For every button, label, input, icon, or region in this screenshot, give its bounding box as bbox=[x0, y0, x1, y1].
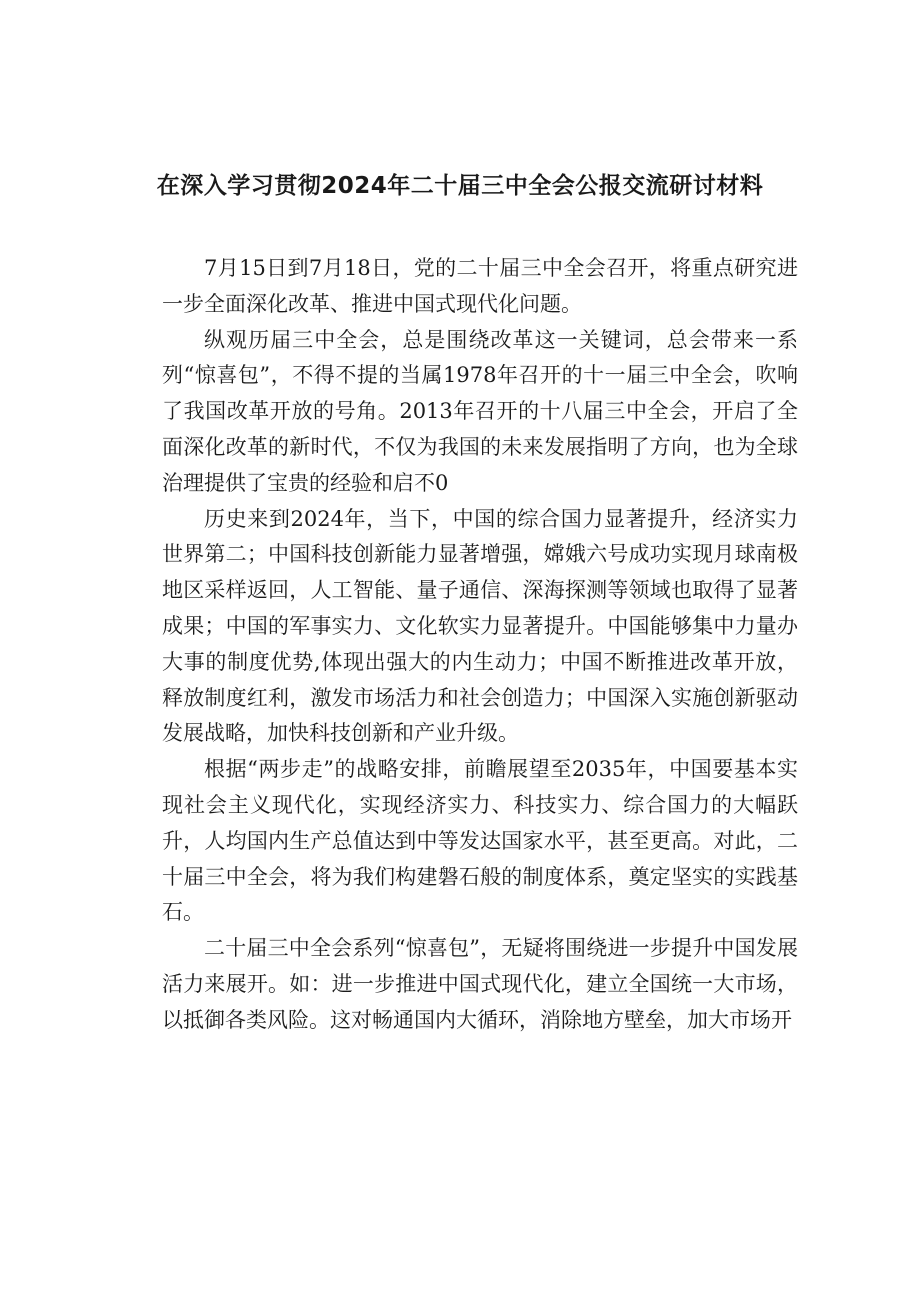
paragraph-2: 纵观历届三中全会，总是围绕改革这一关键词，总会带来一系列“惊喜包”，不得不提的当属1978年召开的十一届三中全会，吹响了我国改革开放的号角。2013年召开的十八届三中全会，开启了全面深化改革的新时代，不仅为我国的未来发展指明了方向，也为全球治理提供了宝贵的经验和启不0 bbox=[162, 327, 798, 495]
document-body bbox=[162, 251, 798, 1039]
document-title: 在深入学习贯彻2024年二十届三中全会公报交流研讨材料 bbox=[156, 173, 764, 199]
paragraph-5: 二十届三中全会系列“惊喜包”，无疑将围绕进一步提升中国发展活力来展开。如：进一步推进中国式现代化，建立全国统一大市场，以抵御各类风险。这对畅通国内大循环，消除地方壁垒，加大市场开 bbox=[162, 936, 798, 1032]
paragraph-1: 7月15日到7月18日，党的二十届三中全会召开，将重点研究进一步全面深化改革、推进中国式现代化问题。 bbox=[162, 256, 798, 316]
paragraph-4: 根据“两步走”的战略安排，前瞻展望至2035年，中国要基本实现社会主义现代化，实现经济实力、科技实力、综合国力的大幅跃升，人均国内生产总值达到中等发达国家水平，甚至更高。对此，二十届三中全会，将为我们构建磐石般的制度体系，奠定坚实的实践基石。 bbox=[162, 757, 798, 925]
paragraph-3: 历史来到2024年，当下，中国的综合国力显著提升，经济实力世界第二；中国科技创新能力显著增强，嫦娥六号成功实现月球南极地区采样返回，人工智能、量子通信、深海探测等领域也取得了显著成果；中国的军事实力、文化软实力显著提升。中国能够集中力量办大事的制度优势,体现出强大的内生动力；中国不断推进改革开放，释放制度红利，激发市场活力和社会创造力；中国深入实施创新驱动发展战略，加快科技创新和产业升级。 bbox=[162, 506, 798, 746]
